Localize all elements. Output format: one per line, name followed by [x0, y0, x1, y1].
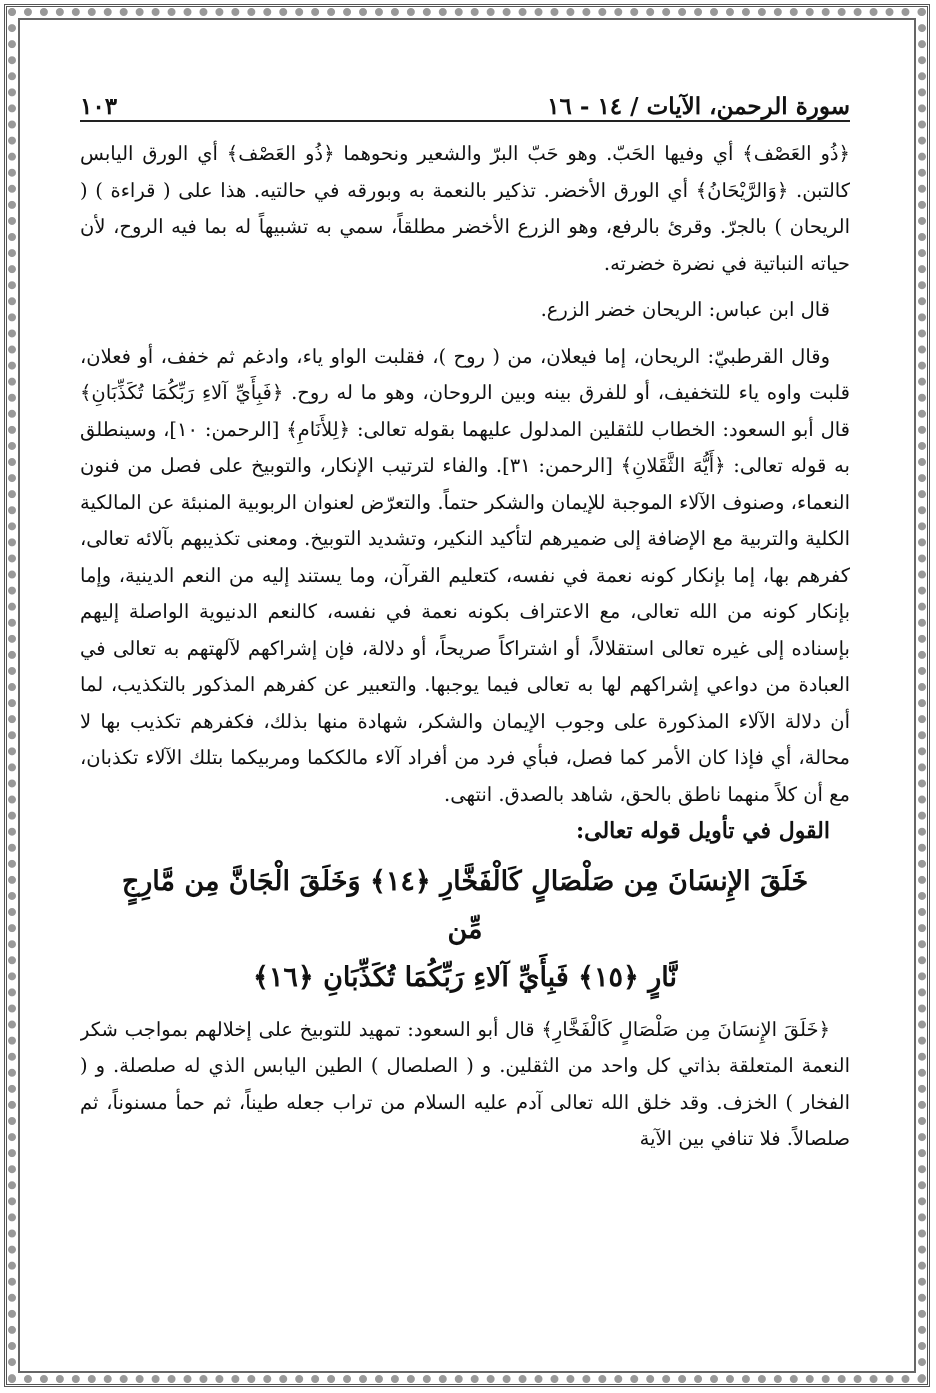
paragraph-2: قال ابن عباس: الريحان خضر الزرع.	[540, 298, 830, 321]
verse-line-1: خَلَقَ الإِنسَانَ مِن صَلْصَالٍ كَالْفَخَّارِ ﴿١٤﴾ وَخَلَقَ الْجَانَّ مِن مَّارِجٍ مِّن	[121, 865, 809, 945]
paragraph-4: ﴿خَلَقَ الإِنسَانَ مِن صَلْصَالٍ كَالْفَخَّارِ﴾ قال أبو السعود: تمهيد للتوبيخ على إخلالهم بمواجب شكر النعمة المتعلقة بذاتي كل واحد من الثقلين. و ( الصلصال ) الطين اليابس الذي له صلصلة. و ( الفخار ) الخزف. وقد خلق الله تعالى آدم عليه السلام من تراب جعله طيناً، ثم حمأ مسنوناً، ثم صلصالاً. فلا تنافي بين الآية	[80, 1017, 850, 1150]
page-content	[80, 80, 850, 1370]
paragraph-1: ﴿ذُو العَصْف﴾ أي وفيها الحَبّ. وهو حَبّ البرّ والشعير ونحوهما ﴿ذُو العَصْف﴾ أي الورق اليابس كالتبن. ﴿وَالرَّيْحَانُ﴾ أي الورق الأخضر. تذكير بالنعمة به وبورقه في حالتيه. هذا على ( قراءة ) ( الريحان ) بالجرّ. وقرئ بالرفع، وهو الزرع الأخضر مطلقاً، سمي به تشبيهاً له بما فيه الروح، لأن حياته النباتية في نضرة خضرته.	[80, 142, 850, 275]
verse-line-2: نَّارٍ ﴿١٥﴾ فَبِأَيِّ آلاءِ رَبِّكُمَا تُكَذِّبَانِ ﴿١٦﴾	[253, 961, 677, 993]
quran-verse-block	[110, 858, 820, 1002]
running-header	[80, 80, 850, 122]
body-text	[80, 136, 850, 1158]
header-title: سورة الرحمن، الآيات / ١٤ - ١٦	[547, 93, 850, 120]
page-number: ١٠٣	[80, 93, 118, 120]
paragraph-3: وقال القرطبيّ: الريحان، إما فيعلان، من ( روح )، فقلبت الواو ياء، وادغم ثم خفف، أو فعلان، قلبت واوه ياء للتخفيف، أو للفرق بينه وبين الروحان، وهو ما له روح. ﴿فَبِأَيِّ آلاءِ رَبِّكُمَا تُكَذِّبَانِ﴾ قال أبو السعود: الخطاب للثقلين المدلول عليهما بقوله تعالى: ﴿لِلأَنَامِ﴾ [الرحمن: ١٠]، وسينطلق به قوله تعالى: ﴿أَيُّهَ الثَّقَلانِ﴾ [الرحمن: ٣١]. والفاء لترتيب الإنكار، والتوبيخ على فصل من فنون النعماء، وصنوف الآلاء الموجبة للإيمان والشكر حتماً. والتعرّض لعنوان الربوبية المنبئة عن المالكية الكلية والتربية مع الإضافة إلى ضميرهم لتأكيد النكير، وتشديد التوبيخ. ومعنى تكذيبهم بآلائه تعالى، كفرهم بها، إما بإنكار كونه نعمة في نفسه، كتعليم القرآن، وما يستند إليه من النعم الدينية، وإما بإنكار كونه من الله تعالى، مع الاعتراف بكونه نعمة في نفسه، كالنعم الدنيوية الواصلة إليهم بإسناده إلى غيره تعالى استقلالاً، أو اشتراكاً صريحاً، أو دلالة، فإن إشراكهم لآلهتهم به تعالى في العبادة من دواعي إشراكهم لها به تعالى فيما يوجبها. والتعبير عن كفرهم المذكور بالتكذيب، لما أن دلالة الآلاء المذكورة على وجوب الإيمان والشكر، شهادة منها بذلك، فكفرهم تكذيب بها لا محالة، أي فإذا كان الأمر كما فصل، فبأي فرد من أفراد آلاء مالككما ومربيكما بتلك الآلاء تكذبان، مع أن كلاً منهما ناطق بالحق، شاهد بالصدق. انتهى.	[80, 344, 850, 806]
section-heading: القول في تأويل قوله تعالى:	[576, 818, 830, 844]
